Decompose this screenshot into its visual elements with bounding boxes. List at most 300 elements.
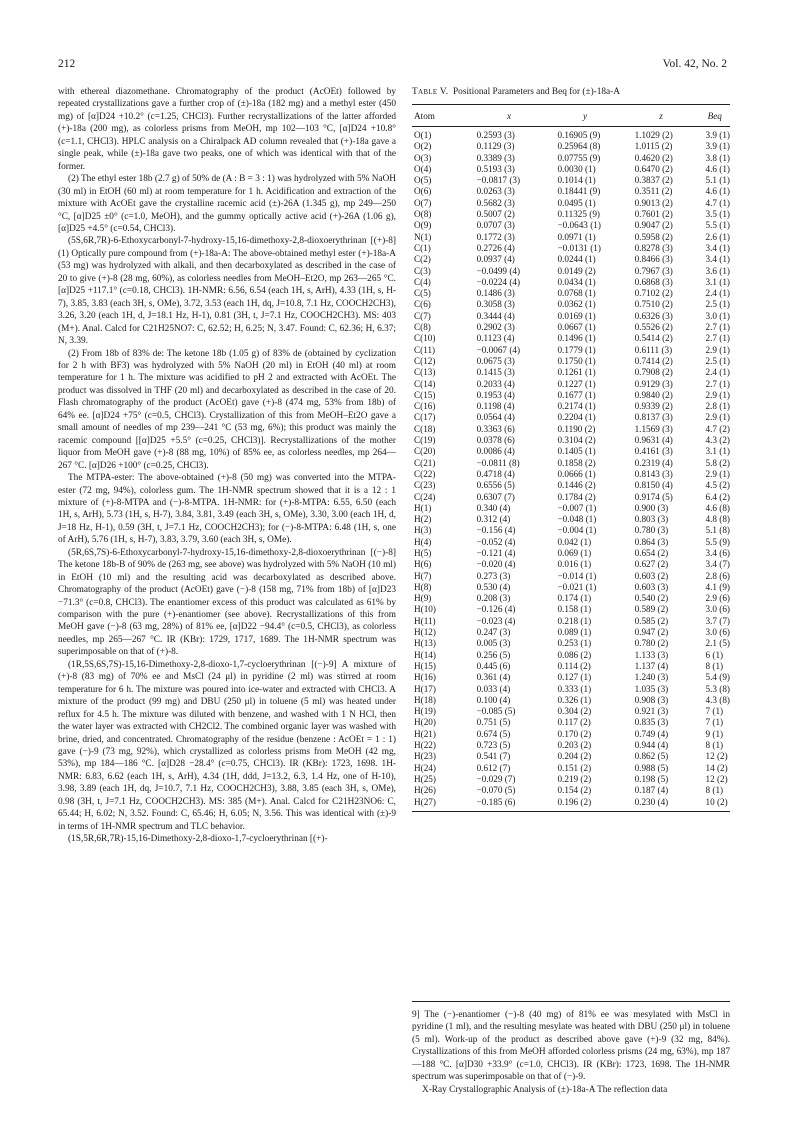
cell-atom: N(1) <box>414 231 432 242</box>
cell-x: 0.445 (6) <box>476 660 511 671</box>
cell-y: −0.0643 (1) <box>557 220 601 231</box>
cell-atom: H(25) <box>414 773 436 784</box>
cell-atom: C(15) <box>414 389 436 400</box>
cell-atom: H(26) <box>414 785 436 796</box>
paragraph: 9] The (−)-enantiomer (−)-8 (40 mg) of 81% ee was mesylated with MsCl in pyridine (1 ml), and the resulting mesylate was heated with DBU (250 μl) in toluene (5 ml). Work-up of the product as described above gave (+)-9 (32 mg, 84%). Crystallizations of this from MeOH afforded colorless prisms (24 mg, 63%), mp 187—188 °C. [α]D30 +33.9° (c=1.0, CHCl3). IR (KBr): 1723, 1698. The 1H-NMR spectrum was superimposable on that of (−)-9. <box>412 1010 730 1083</box>
table-row <box>412 186 730 197</box>
table-row <box>412 198 730 209</box>
cell-atom: O(8) <box>414 209 432 220</box>
cell-beq: 3.8 (1) <box>705 152 730 163</box>
cell-y: 0.326 (1) <box>557 694 592 705</box>
table-row <box>412 412 730 423</box>
cell-z: 0.780 (2) <box>634 638 669 649</box>
cell-atom: O(7) <box>414 197 432 208</box>
cell-y: 0.016 (1) <box>557 559 592 570</box>
cell-beq: 2.9 (1) <box>705 344 730 355</box>
cell-beq: 3.1 (1) <box>705 446 730 457</box>
table-row <box>412 424 730 435</box>
table-row <box>412 503 730 514</box>
cell-y: 0.158 (1) <box>557 604 592 615</box>
paragraph: (1S,5R,6R,7R)-15,16-Dimethoxy-2,8-dioxo-1,7-cycloerythrinan [(+)- <box>68 834 328 845</box>
cell-x: −0.156 (4) <box>476 525 516 536</box>
cell-z: 0.2319 (4) <box>634 457 673 468</box>
cell-atom: C(1) <box>414 242 431 253</box>
cell-x: 0.0675 (3) <box>476 355 515 366</box>
cell-beq: 3.6 (1) <box>705 265 730 276</box>
table-row <box>412 175 730 186</box>
cell-z: 0.7967 (3) <box>634 265 673 276</box>
cell-beq: 2.9 (6) <box>705 593 730 604</box>
cell-y: 0.204 (2) <box>557 751 592 762</box>
cell-y: 0.0030 (1) <box>557 163 596 174</box>
cell-beq: 8 (1) <box>705 740 724 751</box>
table-row <box>412 559 730 570</box>
cell-beq: 4.7 (1) <box>705 197 730 208</box>
cell-y: 0.0434 (1) <box>557 276 596 287</box>
cell-atom: O(4) <box>414 163 432 174</box>
cell-atom: H(24) <box>414 762 436 773</box>
table-row <box>412 774 730 785</box>
cell-z: 0.8143 (3) <box>634 468 673 479</box>
cell-z: 0.988 (5) <box>634 762 669 773</box>
cell-y: 0.1750 (1) <box>557 355 596 366</box>
table-row <box>412 661 730 672</box>
cell-x: 0.340 (4) <box>476 502 511 513</box>
table-row <box>412 266 730 277</box>
cell-x: 0.2902 (3) <box>476 322 515 333</box>
table-row <box>412 537 730 548</box>
cell-beq: 4.1 (9) <box>705 581 730 592</box>
cell-z: 0.9339 (2) <box>634 401 673 412</box>
cell-z: 0.749 (4) <box>634 728 669 739</box>
cell-atom: H(9) <box>414 593 432 604</box>
cell-beq: 4.5 (2) <box>705 480 730 491</box>
cell-z: 0.5414 (2) <box>634 333 673 344</box>
table-row <box>412 514 730 525</box>
cell-x: 0.256 (5) <box>476 649 511 660</box>
cell-z: 0.627 (2) <box>634 559 669 570</box>
cell-x: 0.1415 (3) <box>476 367 515 378</box>
cell-atom: H(8) <box>414 581 432 592</box>
table-row <box>412 311 730 322</box>
cell-z: 0.603 (2) <box>634 570 669 581</box>
cell-x: 0.5007 (2) <box>476 209 515 220</box>
cell-y: 0.11325 (9) <box>557 209 600 220</box>
cell-y: 0.07755 (9) <box>557 152 601 163</box>
cell-z: 0.947 (2) <box>634 627 669 638</box>
cell-z: 0.8278 (3) <box>634 242 673 253</box>
cell-beq: 4.8 (8) <box>705 514 730 525</box>
cell-y: 0.114 (2) <box>557 660 591 671</box>
cell-atom: H(6) <box>414 559 432 570</box>
cell-z: 0.9631 (4) <box>634 435 673 446</box>
cell-atom: H(20) <box>414 717 436 728</box>
cell-z: 0.864 (3) <box>634 536 669 547</box>
cell-beq: 4.3 (2) <box>705 435 730 446</box>
table-row <box>412 751 730 762</box>
cell-y: 0.1261 (1) <box>557 367 596 378</box>
cell-x: −0.023 (4) <box>476 615 516 626</box>
cell-atom: O(6) <box>414 186 432 197</box>
cell-y: −0.004 (1) <box>557 525 597 536</box>
cell-beq: 5.5 (9) <box>705 536 730 547</box>
cell-beq: 3.0 (6) <box>705 604 730 615</box>
cell-z: 0.3837 (2) <box>634 175 673 186</box>
paragraph: (2) From 18b of 83% de: The ketone 18b (1.05 g) of 83% de (obtained by cyclization for 2 h with BF3) was hydrolyzed with 5% NaOH (20 ml) in EtOH (40 ml) at room temperature for 1 h. The mixture was acidified to pH 2 and extracted with AcOEt. The product was dissolved in THF (20 ml) and decarboxylated as described in the case of 20. Flash chromatography of the product (AcOEt) gave (+)-8 (474 mg, 53% from 18b) of 64% ee. [α]D24 +75° (c=0.5, CHCl3). Crystallization of this from MeOH–Et2O gave a small amount of needles of mp 239—241 °C (53 mg, 6%); this product was mainly the racemic compound [[α]D25 +5.5° (c=0.25, CHCl3)]. Recrystallizations of the mother liquor from MeOH gave (+)-8 (88 mg, 10%) of 85% ee, as colorless needles, mp 264—267 °C. [α]D26 +100° (c=0.25, CHCl3). <box>58 348 396 471</box>
cell-atom: C(14) <box>414 378 436 389</box>
cell-y: 0.1784 (2) <box>557 491 596 502</box>
cell-y: 0.086 (2) <box>557 649 592 660</box>
cell-x: −0.0811 (8) <box>476 457 520 468</box>
cell-beq: 4.6 (1) <box>705 163 730 174</box>
cell-atom: C(16) <box>414 401 436 412</box>
page-header <box>58 58 727 74</box>
cell-atom: O(1) <box>414 130 432 140</box>
cell-beq: 5.1 (8) <box>705 525 730 536</box>
cell-atom: H(14) <box>414 649 436 660</box>
table-row <box>412 288 730 299</box>
cell-x: 0.1123 (4) <box>476 333 515 344</box>
cell-y: 0.1190 (2) <box>557 423 596 434</box>
cell-atom: C(22) <box>414 468 436 479</box>
cell-x: 0.0378 (6) <box>476 435 515 446</box>
cell-z: 0.6868 (3) <box>634 276 673 287</box>
cell-z: 0.9047 (2) <box>634 220 673 231</box>
table-row <box>412 469 730 480</box>
table-row <box>412 525 730 536</box>
cell-atom: O(5) <box>414 175 432 186</box>
cell-x: 0.612 (7) <box>476 762 511 773</box>
table-row <box>412 435 730 446</box>
cell-x: 0.361 (4) <box>476 672 511 683</box>
cell-y: 0.203 (2) <box>557 740 592 751</box>
table-caption-text: Positional Parameters and Beq for (±)-18a-A <box>453 87 620 97</box>
cell-beq: 3.4 (7) <box>705 559 730 570</box>
cell-z: 0.7414 (2) <box>634 355 673 366</box>
cell-beq: 2.9 (1) <box>705 468 730 479</box>
cell-atom: H(11) <box>414 615 436 626</box>
cell-z: 0.944 (4) <box>634 740 669 751</box>
cell-x: 0.0707 (3) <box>476 220 515 231</box>
left-column <box>58 86 396 846</box>
table-row <box>412 299 730 310</box>
cell-beq: 5.3 (8) <box>705 683 730 694</box>
cell-beq: 7 (1) <box>705 717 724 728</box>
paragraph: (5R,6S,7S)-6-Ethoxycarbonyl-7-hydroxy-15,16-dimethoxy-2,8-dioxoerythrinan [(−)-8] The ketone 18b-B of 90% de (263 mg, see above) was hydrolyzed with 5% NaOH (10 ml) in EtOH (10 ml) and the resulting acid was decarboxylated as described above. Chromatography of the product (AcOEt) gave (−)-8 (158 mg, 71% from 18b) of [α]D23 −71.3° (c=0.8, CHCl3). The enantiomer excess of this product was calculated as 61% by comparison with the pure (+)-enantiomer (see above). Recrystallizations of this from MeOH gave (−)-8 (63 mg, 28%) of 81% ee, [α]D22 −94.4° (c=0.5, CHCl3), as colorless needles, mp 265—267 °C. IR (KBr): 1729, 1717, 1689. The 1H-NMR spectrum was superimposable on that of (+)-8. <box>58 547 396 658</box>
cell-y: −0.014 (1) <box>557 570 597 581</box>
cell-z: 0.3511 (2) <box>634 186 673 197</box>
cell-x: 0.208 (3) <box>476 593 511 604</box>
cell-y: 0.151 (2) <box>557 762 592 773</box>
cell-y: 0.304 (2) <box>557 706 592 717</box>
cell-atom: H(2) <box>414 514 432 525</box>
table-row <box>412 127 730 142</box>
cell-x: 0.5682 (3) <box>476 197 515 208</box>
table-row <box>412 367 730 378</box>
cell-x: −0.0817 (3) <box>476 175 521 186</box>
positional-parameters-table <box>412 104 730 812</box>
cell-atom: H(17) <box>414 683 436 694</box>
cell-z: 1.137 (4) <box>634 660 669 671</box>
cell-x: −0.052 (4) <box>476 536 516 547</box>
cell-z: 0.603 (3) <box>634 581 669 592</box>
cell-x: 0.2033 (4) <box>476 378 515 389</box>
cell-y: 0.170 (2) <box>557 728 592 739</box>
cell-atom: C(11) <box>414 344 436 355</box>
cell-x: −0.126 (4) <box>476 604 516 615</box>
cell-beq: 3.1 (1) <box>705 276 730 287</box>
cell-y: 0.0768 (1) <box>557 288 596 299</box>
table-row <box>412 458 730 469</box>
cell-x: 0.1198 (4) <box>476 401 515 412</box>
cell-y: 0.1405 (1) <box>557 446 596 457</box>
cell-atom: H(19) <box>414 706 436 717</box>
table-row <box>412 322 730 333</box>
cell-y: −0.0131 (1) <box>557 242 601 253</box>
cell-x: 0.3058 (3) <box>476 299 515 310</box>
cell-z: 0.8150 (4) <box>634 480 673 491</box>
cell-z: 0.6470 (2) <box>634 163 673 174</box>
cell-z: 0.6111 (3) <box>634 344 673 355</box>
cell-z: 0.9174 (5) <box>634 491 673 502</box>
header-x: x <box>471 105 548 127</box>
table-caption <box>412 86 730 98</box>
cell-z: 0.5526 (2) <box>634 322 673 333</box>
cell-y: 0.25964 (8) <box>557 141 601 152</box>
cell-atom: C(18) <box>414 423 436 434</box>
cell-x: 0.0937 (4) <box>476 254 515 265</box>
cell-x: −0.185 (6) <box>476 796 516 807</box>
cell-y: 0.218 (1) <box>557 615 592 626</box>
cell-x: −0.029 (7) <box>476 773 516 784</box>
table-row <box>412 153 730 164</box>
cell-z: 0.8466 (3) <box>634 254 673 265</box>
cell-x: 0.100 (4) <box>476 694 511 705</box>
cell-y: 0.0362 (1) <box>557 299 596 310</box>
table-row <box>412 571 730 582</box>
cell-beq: 9 (1) <box>705 728 724 739</box>
cell-beq: 2.7 (1) <box>705 333 730 344</box>
table-row <box>412 209 730 220</box>
table-row <box>412 695 730 706</box>
cell-atom: O(2) <box>414 141 432 152</box>
cell-y: 0.127 (1) <box>557 672 592 683</box>
cell-beq: 8 (1) <box>705 785 724 796</box>
cell-atom: H(4) <box>414 536 432 547</box>
cell-y: 0.1446 (2) <box>557 480 596 491</box>
cell-z: 0.900 (3) <box>634 502 669 513</box>
cell-z: 0.585 (2) <box>634 615 669 626</box>
cell-y: 0.1779 (1) <box>557 344 596 355</box>
cell-x: 0.541 (7) <box>476 751 511 762</box>
cell-z: 0.7908 (2) <box>634 367 673 378</box>
cell-x: −0.070 (5) <box>476 785 516 796</box>
cell-atom: C(12) <box>414 355 436 366</box>
table-row <box>412 379 730 390</box>
cell-atom: C(20) <box>414 446 436 457</box>
cell-beq: 14 (2) <box>705 762 728 773</box>
cell-z: 0.6326 (3) <box>634 310 673 321</box>
cell-beq: 6.4 (2) <box>705 491 730 502</box>
cell-z: 0.198 (5) <box>634 773 669 784</box>
journal-volume: Vol. 42, No. 2 <box>662 58 727 70</box>
cell-beq: 3.4 (6) <box>705 547 730 558</box>
cell-x: 0.005 (3) <box>476 638 511 649</box>
table-row <box>412 706 730 717</box>
cell-atom: C(5) <box>414 288 431 299</box>
cell-beq: 4.6 (8) <box>705 502 730 513</box>
cell-y: 0.0149 (2) <box>557 265 596 276</box>
cell-y: 0.16905 (9) <box>557 130 601 140</box>
table-row <box>412 740 730 751</box>
table-row <box>412 480 730 491</box>
table-row <box>412 604 730 615</box>
cell-x: 0.6307 (7) <box>476 491 515 502</box>
cell-beq: 2.7 (1) <box>705 378 730 389</box>
cell-y: 0.089 (1) <box>557 627 592 638</box>
cell-beq: 3.0 (6) <box>705 627 730 638</box>
cell-beq: 12 (2) <box>705 773 728 784</box>
cell-beq: 2.8 (6) <box>705 570 730 581</box>
cell-atom: C(17) <box>414 412 436 423</box>
cell-x: 0.530 (4) <box>476 581 511 592</box>
table-header-row <box>412 105 730 127</box>
cell-x: −0.0499 (4) <box>476 265 521 276</box>
cell-z: 1.133 (3) <box>634 649 669 660</box>
cell-x: 0.312 (4) <box>476 514 511 525</box>
table-row <box>412 141 730 152</box>
cell-z: 0.9013 (2) <box>634 197 673 208</box>
cell-z: 0.589 (2) <box>634 604 669 615</box>
cell-z: 0.4620 (2) <box>634 152 673 163</box>
cell-z: 1.240 (3) <box>634 672 669 683</box>
cell-z: 0.187 (4) <box>634 785 669 796</box>
cell-atom: C(2) <box>414 254 431 265</box>
table-row <box>412 164 730 175</box>
header-y: y <box>547 105 622 127</box>
cell-z: 0.654 (2) <box>634 547 669 558</box>
cell-z: 0.862 (5) <box>634 751 669 762</box>
table-caption-label: Table V. <box>412 87 449 97</box>
cell-y: 0.253 (1) <box>557 638 592 649</box>
cell-y: 0.0667 (1) <box>557 322 596 333</box>
cell-y: 0.154 (2) <box>557 785 592 796</box>
cell-atom: H(21) <box>414 728 436 739</box>
cell-z: 0.5958 (2) <box>634 231 673 242</box>
cell-beq: 2.1 (5) <box>705 638 730 649</box>
table-row <box>412 333 730 344</box>
table-row <box>412 345 730 356</box>
cell-beq: 3.0 (1) <box>705 310 730 321</box>
table-row <box>412 797 730 812</box>
table-row <box>412 785 730 796</box>
table-row <box>412 277 730 288</box>
cell-beq: 3.5 (1) <box>705 209 730 220</box>
table-row <box>412 582 730 593</box>
cell-x: 0.273 (3) <box>476 570 511 581</box>
cell-beq: 4.7 (2) <box>705 423 730 434</box>
cell-atom: C(6) <box>414 299 431 310</box>
table-body <box>412 127 730 812</box>
cell-x: −0.0067 (4) <box>476 344 521 355</box>
cell-y: 0.0495 (1) <box>557 197 596 208</box>
cell-beq: 2.4 (1) <box>705 367 730 378</box>
cell-x: −0.020 (4) <box>476 559 516 570</box>
cell-atom: O(9) <box>414 220 432 231</box>
table-row <box>412 356 730 367</box>
cell-z: 0.230 (4) <box>634 796 669 807</box>
cell-z: 0.540 (2) <box>634 593 669 604</box>
cell-z: 0.4161 (3) <box>634 446 673 457</box>
cell-beq: 6 (1) <box>705 649 724 660</box>
cell-atom: H(10) <box>414 604 436 615</box>
paragraph: (2) The ethyl ester 18b (2.7 g) of 50% de (A : B = 3 : 1) was hydrolyzed with 5% NaOH (30 ml) in EtOH (60 ml) at room temperature for 1 h. Acidification and extraction of the mixture with AcOEt gave the crystalline racemic acid (±)-26A (1.345 g), mp 249—250 °C, [α]D25 ±0° (c=1.0, MeOH), and the gummy optically active acid (+)-26A (1.06 g), [α]D25 +4.5° (c=0.54, CHCl3). <box>58 174 396 234</box>
table-row <box>412 616 730 627</box>
table-row <box>412 684 730 695</box>
cell-x: 0.0263 (3) <box>476 186 515 197</box>
cell-y: −0.021 (1) <box>557 581 597 592</box>
cell-y: 0.1496 (1) <box>557 333 596 344</box>
cell-beq: 5.1 (1) <box>705 175 730 186</box>
cell-x: 0.1953 (4) <box>476 389 515 400</box>
cell-y: 0.0666 (1) <box>557 468 596 479</box>
cell-beq: 10 (2) <box>705 796 728 807</box>
table-row <box>412 763 730 774</box>
paragraph: with ethereal diazomethane. Chromatography of the product (AcOEt) followed by repeated crystallizations gave a further crop of (±)-18a (182 mg) and a methyl ester (450 mg) of [α]D24 +10.2° (c=1.25, CHCl3). Further recrystallizations of the latter afforded (+)-18a (200 mg), as colorless prisms from MeOH, mp 102—103 °C, [α]D24 +10.8° (c=1.1, CHCl3). HPLC analysis on a Chiralpack AD column revealed that (+)-18a gave a single peak, while (±)-18a gave two peaks, one of which was identical with that of the former. <box>58 87 396 172</box>
cell-y: 0.196 (2) <box>557 796 592 807</box>
cell-atom: H(27) <box>414 796 436 807</box>
cell-atom: C(13) <box>414 367 436 378</box>
cell-z: 0.803 (3) <box>634 514 669 525</box>
cell-y: 0.042 (1) <box>557 536 592 547</box>
cell-z: 1.1569 (3) <box>634 423 673 434</box>
cell-z: 0.7102 (2) <box>634 288 673 299</box>
cell-y: 0.1677 (1) <box>557 389 596 400</box>
right-column-text <box>412 1001 730 1096</box>
cell-atom: C(7) <box>414 310 431 321</box>
cell-x: −0.0224 (4) <box>476 276 521 287</box>
table-row <box>412 446 730 457</box>
table-row <box>412 627 730 638</box>
cell-y: 0.2204 (1) <box>557 412 596 423</box>
divider <box>412 1001 730 1002</box>
cell-beq: 7 (1) <box>705 706 724 717</box>
cell-atom: C(4) <box>414 276 431 287</box>
cell-y: −0.048 (1) <box>557 514 597 525</box>
cell-z: 0.780 (3) <box>634 525 669 536</box>
cell-y: 0.174 (1) <box>557 593 592 604</box>
cell-atom: H(1) <box>414 502 432 513</box>
cell-x: 0.3363 (6) <box>476 423 515 434</box>
cell-x: 0.033 (4) <box>476 683 511 694</box>
cell-beq: 3.4 (1) <box>705 254 730 265</box>
cell-beq: 5.5 (1) <box>705 220 730 231</box>
cell-y: 0.333 (1) <box>557 683 592 694</box>
table-row <box>412 220 730 231</box>
cell-atom: H(12) <box>414 627 436 638</box>
table-row <box>412 638 730 649</box>
cell-y: 0.0971 (1) <box>557 231 596 242</box>
paragraph: X-Ray Crystallographic Analysis of (±)-18a-A The reflection data <box>422 1084 668 1095</box>
cell-z: 0.7510 (2) <box>634 299 673 310</box>
cell-x: 0.6556 (5) <box>476 480 515 491</box>
cell-z: 1.1029 (2) <box>634 130 673 140</box>
cell-x: 0.247 (3) <box>476 627 511 638</box>
cell-y: 0.3104 (2) <box>557 435 596 446</box>
cell-beq: 5.8 (2) <box>705 457 730 468</box>
cell-y: 0.219 (2) <box>557 773 592 784</box>
right-paragraphs <box>412 1009 730 1096</box>
